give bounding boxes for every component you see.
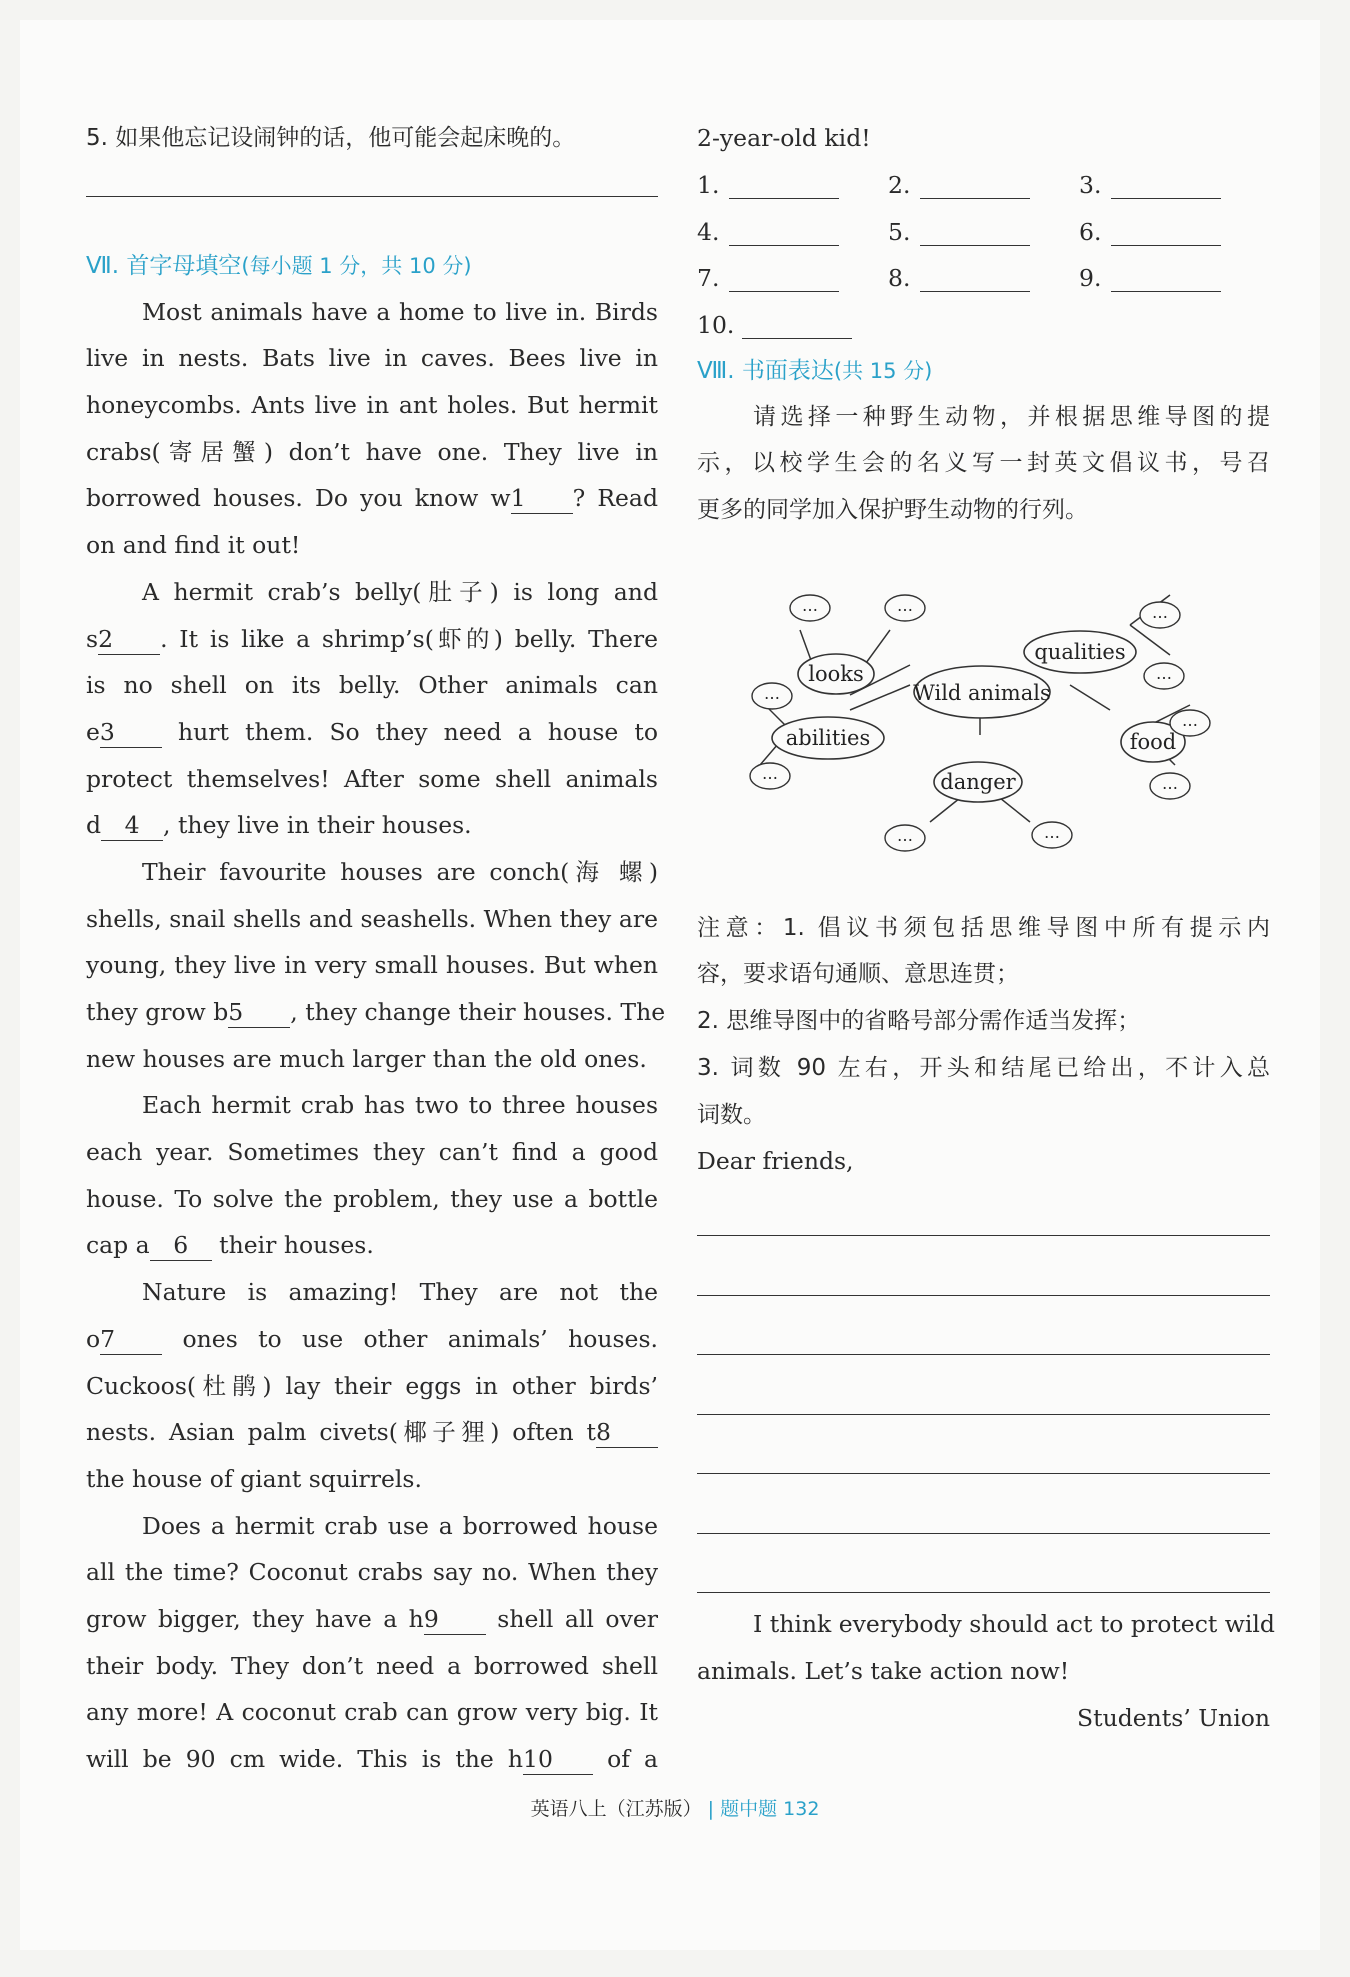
answer-blank[interactable] bbox=[920, 269, 1030, 292]
passage-text: nests. Asian palm civets(椰子狸) often t bbox=[86, 1418, 596, 1447]
passage-text: on and find it out! bbox=[86, 531, 301, 560]
passage-line bbox=[86, 1316, 658, 1363]
answer-cell bbox=[1079, 171, 1270, 208]
answer-blank[interactable] bbox=[920, 176, 1030, 199]
answer-number: 5. bbox=[888, 217, 911, 246]
passage-line bbox=[86, 849, 658, 896]
passage-line bbox=[86, 1643, 658, 1690]
mindmap-leaf: … bbox=[1182, 711, 1198, 730]
passage-text: , they live in their houses. bbox=[163, 811, 472, 840]
brand-name: 题中题 bbox=[720, 1798, 778, 1820]
note-line-2: 容，要求语句通顺、意思连贯； bbox=[697, 961, 1019, 988]
answer-cell bbox=[888, 171, 1079, 208]
writing-line[interactable] bbox=[697, 1244, 1270, 1304]
greeting: Dear friends, bbox=[697, 1147, 854, 1176]
cloze-blank[interactable]: 10 bbox=[523, 1744, 593, 1775]
writing-line[interactable] bbox=[697, 1482, 1270, 1542]
answer-number: 7. bbox=[697, 264, 720, 293]
mindmap-leaf: … bbox=[802, 596, 818, 615]
passage-line bbox=[86, 429, 658, 476]
passage-text: Cuckoos(杜鹃) lay their eggs in other birds’ bbox=[86, 1371, 658, 1400]
passage-text: each year. Sometimes they can’t find a good bbox=[86, 1138, 658, 1167]
section-8-title: Ⅷ. 书面表达(共 15 分) bbox=[697, 357, 933, 384]
answer-number: 4. bbox=[697, 217, 720, 246]
writing-line[interactable] bbox=[697, 1363, 1270, 1423]
answer-grid bbox=[697, 162, 1270, 348]
note-line-3: 2. 思维导图中的省略号部分需作适当发挥； bbox=[697, 1008, 1141, 1035]
passage-text: borrowed houses. Do you know w bbox=[86, 484, 511, 513]
passage-line bbox=[86, 1549, 658, 1596]
answer-blank[interactable] bbox=[729, 176, 839, 199]
prompt-line-3: 更多的同学加入保护野生动物的行列。 bbox=[697, 497, 1088, 524]
passage-line bbox=[86, 522, 658, 569]
passage-text: of a bbox=[593, 1745, 658, 1773]
passage-text: all the time? Coconut crabs say no. When they bbox=[86, 1558, 658, 1587]
passage-line bbox=[86, 1082, 658, 1129]
answer-cell bbox=[888, 218, 1079, 255]
right-column bbox=[697, 115, 1275, 1741]
answer-row bbox=[697, 162, 1270, 209]
passage-text: they grow b bbox=[86, 998, 229, 1026]
passage-line bbox=[86, 475, 658, 522]
passage-line bbox=[86, 1456, 658, 1503]
passage-text: will be 90 cm wide. This is the h bbox=[86, 1745, 524, 1773]
passage-text: cap a bbox=[86, 1231, 150, 1260]
passage-line bbox=[86, 1736, 658, 1783]
mindmap-branch-qualities: qualities bbox=[1034, 640, 1126, 664]
answer-blank[interactable] bbox=[920, 223, 1030, 246]
passage-text: shells, snail shells and seashells. When they are bbox=[86, 904, 658, 933]
translation-question-5: 5. 如果他忘记设闹钟的话，他可能会起床晚的。 bbox=[86, 125, 576, 151]
answer-blank[interactable] bbox=[729, 269, 839, 292]
cloze-blank[interactable]: 3 bbox=[100, 717, 162, 748]
cloze-blank[interactable]: 7 bbox=[100, 1324, 162, 1355]
prompt-line-2: 示，以校学生会的名义写一封英文倡议书，号召 bbox=[697, 450, 1270, 477]
answer-blank[interactable] bbox=[729, 223, 839, 246]
passage-text: their body. They don’t need a borrowed shell bbox=[86, 1651, 658, 1680]
mindmap-leaf: … bbox=[1152, 603, 1168, 622]
cloze-passage bbox=[86, 289, 666, 1783]
mindmap-center: Wild animals bbox=[913, 681, 1051, 705]
passage-text: any more! A coconut crab can grow very big. It bbox=[86, 1698, 658, 1727]
answer-cell bbox=[697, 171, 888, 208]
mind-map bbox=[740, 560, 1260, 900]
passage-line bbox=[86, 1363, 658, 1410]
passage-line bbox=[86, 1036, 658, 1083]
prompt-line-1: 请选择一种野生动物，并根据思维导图的提 bbox=[753, 403, 1270, 430]
passage-text: Each hermit crab has two to three houses bbox=[142, 1091, 658, 1120]
note-line-4: 3. 词数 90 左右，开头和结尾已给出，不计入总 bbox=[697, 1054, 1270, 1081]
mindmap-branch-looks: looks bbox=[808, 662, 864, 686]
passage-line bbox=[86, 756, 658, 803]
passage-text: s bbox=[86, 624, 99, 653]
passage-line bbox=[86, 1222, 658, 1269]
answer-blank[interactable] bbox=[742, 316, 852, 339]
mindmap-leaf: … bbox=[1044, 823, 1060, 842]
passage-text: protect themselves! After some shell animals bbox=[86, 764, 658, 793]
passage-line bbox=[86, 1503, 658, 1550]
writing-area bbox=[697, 1185, 1270, 1602]
passage-line bbox=[86, 569, 658, 616]
passage-text: their houses. bbox=[211, 1231, 374, 1260]
passage-text: Most animals have a home to live in. Birds bbox=[142, 297, 658, 326]
closing-line-1: I think everybody should act to protect wild bbox=[753, 1610, 1275, 1639]
passage-text: Nature is amazing! They are not the bbox=[142, 1278, 658, 1307]
passage-line bbox=[86, 289, 658, 336]
passage-text: Their favourite houses are conch(海 螺) bbox=[142, 857, 658, 886]
mindmap-branch-abilities: abilities bbox=[785, 726, 871, 750]
writing-line[interactable] bbox=[697, 1423, 1270, 1483]
cloze-blank[interactable]: 8 bbox=[596, 1417, 658, 1448]
passage-text: new houses are much larger than the old ones. bbox=[86, 1044, 647, 1073]
answer-number: 2. bbox=[888, 171, 911, 200]
passage-text: young, they live in very small houses. But when bbox=[86, 951, 658, 980]
closing-line-2: animals. Let’s take action now! bbox=[697, 1657, 1070, 1686]
passage-text: the house of giant squirrels. bbox=[86, 1464, 422, 1493]
passage-line bbox=[86, 662, 658, 709]
passage-text: o bbox=[86, 1324, 101, 1353]
book-title: 英语八上（江苏版） bbox=[530, 1798, 702, 1820]
answer-row bbox=[697, 255, 1270, 302]
writing-line[interactable] bbox=[697, 1185, 1270, 1245]
passage-text: crabs(寄居蟹) don’t have one. They live in bbox=[86, 437, 658, 466]
mindmap-branch-danger: danger bbox=[940, 770, 1016, 794]
answer-cell bbox=[1079, 218, 1270, 255]
footer-separator: | bbox=[707, 1798, 715, 1820]
passage-line bbox=[86, 1596, 658, 1643]
cloze-blank[interactable]: 5 bbox=[228, 997, 290, 1028]
answer-number: 8. bbox=[888, 264, 911, 293]
mindmap-leaf: … bbox=[897, 596, 913, 615]
passage-line bbox=[86, 1129, 658, 1176]
passage-line bbox=[86, 896, 658, 943]
passage-line bbox=[86, 335, 658, 382]
passage-line bbox=[86, 616, 658, 663]
passage-text: A hermit crab’s belly(肚子) is long and bbox=[142, 577, 658, 606]
answer-cell bbox=[697, 311, 897, 348]
answer-cell bbox=[1079, 264, 1270, 301]
answer-row bbox=[697, 208, 1270, 255]
mindmap-leaf: … bbox=[762, 764, 778, 783]
passage-text: shell all over bbox=[485, 1604, 658, 1633]
answer-number: 10. bbox=[697, 310, 735, 339]
passage-text: ones to use other animals’ houses. bbox=[162, 1324, 658, 1353]
passage-line bbox=[86, 802, 658, 849]
page-footer bbox=[0, 1794, 1350, 1821]
passage-text: grow bigger, they have a h bbox=[86, 1604, 424, 1633]
mindmap-branch-food: food bbox=[1129, 730, 1177, 754]
passage-line bbox=[86, 1176, 658, 1223]
answer-blank[interactable] bbox=[1111, 269, 1221, 292]
passage-continuation: 2-year-old kid! bbox=[697, 124, 871, 152]
answer-number: 6. bbox=[1079, 217, 1102, 246]
mindmap-leaf: … bbox=[897, 826, 913, 845]
passage-text: hurt them. So they need a house to bbox=[161, 717, 658, 746]
passage-line bbox=[86, 942, 658, 989]
answer-number: 3. bbox=[1079, 171, 1102, 200]
cloze-blank[interactable]: 6 bbox=[150, 1230, 212, 1261]
mindmap-leaf: … bbox=[1156, 664, 1172, 683]
answer-line-wrap bbox=[86, 196, 658, 243]
answer-line[interactable] bbox=[86, 196, 658, 197]
mindmap-leaf: … bbox=[764, 684, 780, 703]
passage-line bbox=[86, 1269, 658, 1316]
passage-text: , they change their houses. The bbox=[290, 998, 666, 1026]
passage-line bbox=[86, 1409, 658, 1456]
writing-line[interactable] bbox=[697, 1304, 1270, 1364]
passage-text: e bbox=[86, 717, 100, 746]
cloze-blank[interactable]: 9 bbox=[424, 1604, 486, 1635]
passage-text: . It is like a shrimp’s(虾的) belly. There bbox=[160, 624, 658, 653]
section-7-title: Ⅶ. 首字母填空(每小题 1 分，共 10 分) bbox=[86, 252, 472, 279]
passage-line bbox=[86, 709, 658, 756]
cloze-blank[interactable]: 2 bbox=[98, 624, 160, 655]
passage-line bbox=[86, 382, 658, 429]
answer-cell bbox=[888, 264, 1079, 301]
answer-row bbox=[697, 301, 1270, 348]
cloze-blank[interactable]: 4 bbox=[101, 810, 163, 841]
page-number: 132 bbox=[783, 1798, 820, 1820]
answer-blank[interactable] bbox=[1111, 176, 1221, 199]
mindmap-leaf: … bbox=[1162, 774, 1178, 793]
writing-line[interactable] bbox=[697, 1542, 1270, 1602]
signature: Students’ Union bbox=[1077, 1703, 1270, 1732]
passage-text: d bbox=[86, 811, 102, 840]
passage-text: ? Read bbox=[572, 484, 658, 513]
answer-blank[interactable] bbox=[1111, 223, 1221, 246]
passage-text: Does a hermit crab use a borrowed house bbox=[142, 1511, 658, 1540]
note-line-1: 注意：1. 倡议书须包括思维导图中所有提示内 bbox=[697, 914, 1270, 941]
answer-number: 1. bbox=[697, 171, 720, 200]
left-column bbox=[86, 115, 666, 1783]
note-line-5: 词数。 bbox=[697, 1101, 766, 1128]
passage-text: honeycombs. Ants live in ant holes. But hermit bbox=[86, 391, 658, 420]
passage-text: live in nests. Bats live in caves. Bees live in bbox=[86, 344, 658, 373]
passage-text: is no shell on its belly. Other animals can bbox=[86, 671, 658, 700]
answer-cell bbox=[697, 218, 888, 255]
passage-text: house. To solve the problem, they use a bottle bbox=[86, 1184, 658, 1213]
cloze-blank[interactable]: 1 bbox=[511, 483, 573, 514]
answer-number: 9. bbox=[1079, 264, 1102, 293]
answer-cell bbox=[697, 264, 888, 301]
passage-line bbox=[86, 1689, 658, 1736]
passage-line bbox=[86, 989, 666, 1036]
